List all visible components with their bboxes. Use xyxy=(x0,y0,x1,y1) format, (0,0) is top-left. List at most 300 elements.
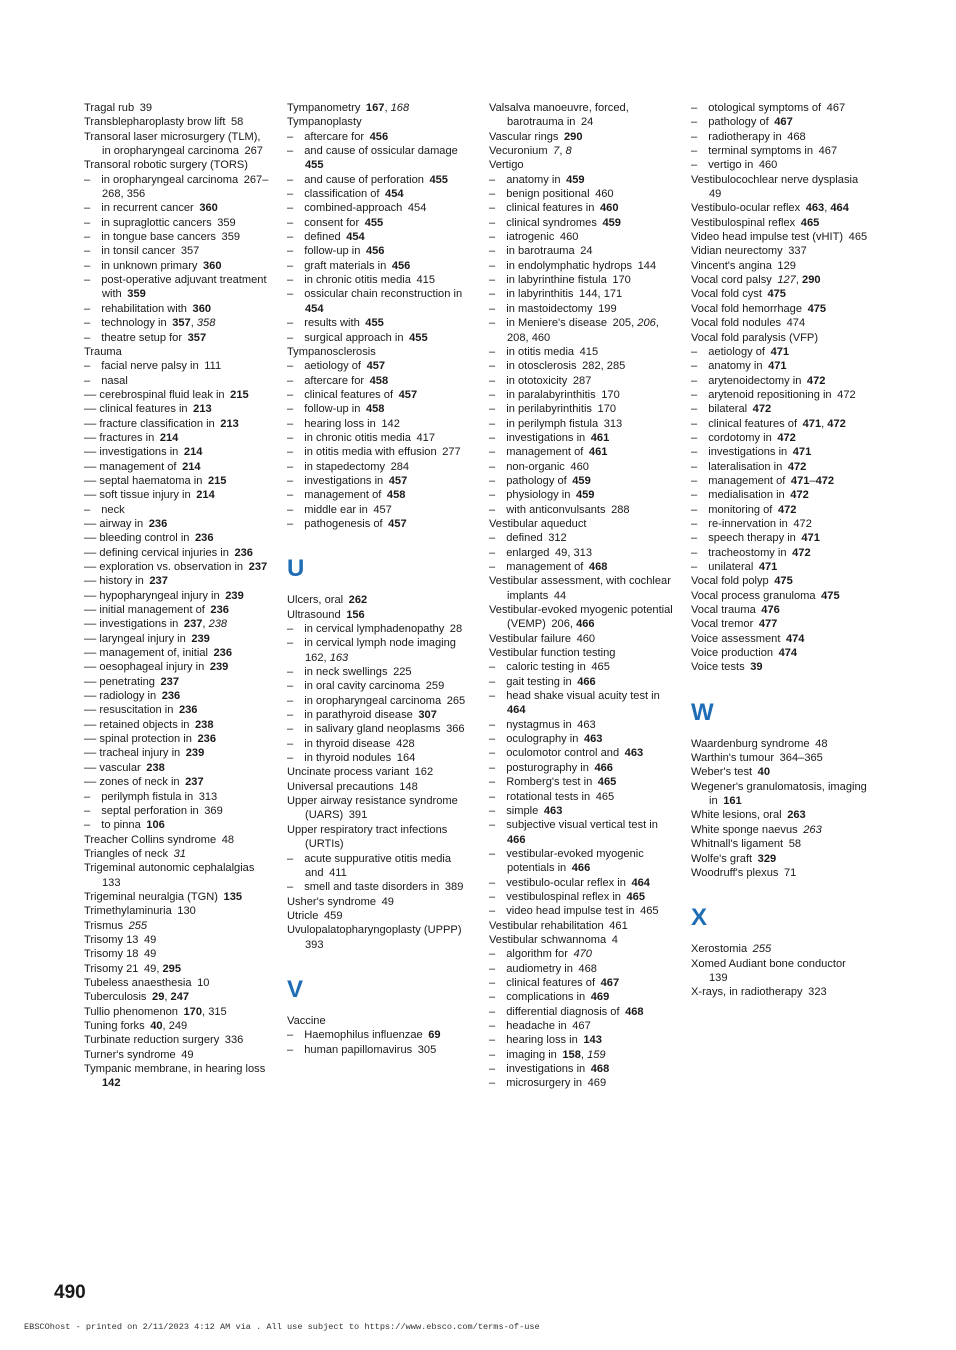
index-term: Vocal process granuloma xyxy=(691,589,816,602)
index-entry xyxy=(489,517,679,531)
page-reference: 39 xyxy=(139,102,153,114)
index-term: – tracheostomy in xyxy=(691,546,787,559)
page-reference: 305 xyxy=(417,1043,437,1056)
index-term: – in tonsil cancer xyxy=(84,245,176,258)
page-reference: 167 xyxy=(365,102,385,114)
index-term: – in thyroid nodules xyxy=(287,752,392,765)
page-reference: 460 xyxy=(576,632,596,645)
index-term: – in barotrauma xyxy=(489,245,575,258)
index-term: –– defining cervical injuries in xyxy=(84,546,229,559)
index-term: Vocal fold hemorrhage xyxy=(691,302,803,315)
index-entry xyxy=(287,1028,475,1042)
index-entry xyxy=(691,737,869,751)
index-entry xyxy=(489,847,679,876)
page-reference: , xyxy=(567,546,574,559)
page-reference: 106 xyxy=(146,819,165,832)
index-term: – in supraglottic cancers xyxy=(84,216,212,229)
index-term: – in cervical lymphadenopathy xyxy=(287,623,445,635)
index-term: Vocal fold cyst xyxy=(691,288,762,301)
index-entry xyxy=(489,316,679,345)
page-reference: , xyxy=(164,991,171,1004)
index-term: – complications in xyxy=(489,991,586,1004)
index-entry xyxy=(691,417,869,431)
index-term: Ultrasound xyxy=(287,608,341,621)
index-term: – oculomotor control and xyxy=(489,747,620,760)
page-reference: , xyxy=(597,288,604,301)
page-reference: 460 xyxy=(559,231,579,244)
index-term: – re-innervation in xyxy=(691,517,788,530)
page-reference: 471 xyxy=(792,446,812,459)
index-term: – and cause of ossicular damage xyxy=(287,145,458,158)
page-reference: 259 xyxy=(425,680,445,693)
page-reference: 139 xyxy=(709,971,728,984)
index-entry xyxy=(691,852,869,866)
index-term: –– bleeding control in xyxy=(84,532,190,545)
index-entry xyxy=(287,665,475,679)
index-term: Utricle xyxy=(287,909,319,922)
index-entry xyxy=(84,689,272,703)
page-reference: 454 xyxy=(385,188,404,201)
index-entry xyxy=(287,794,475,823)
index-entry xyxy=(84,976,272,990)
index-entry xyxy=(84,847,272,861)
index-entry xyxy=(691,230,869,244)
page-reference: 460 xyxy=(758,159,778,172)
page-reference: 465 xyxy=(800,216,820,229)
index-term: – combined-approach xyxy=(287,202,403,215)
page-reference: 290 xyxy=(802,274,821,287)
index-term: – hearing loss in xyxy=(287,417,376,430)
page-reference: 312 xyxy=(548,532,567,545)
page-reference: 255 xyxy=(128,919,148,932)
index-entry xyxy=(489,933,679,947)
index-term: – post-operative adjuvant treatment with xyxy=(84,274,267,301)
index-term: – investigations in xyxy=(489,1063,586,1076)
index-term: – management of xyxy=(489,561,584,573)
page-reference: 415 xyxy=(416,274,435,287)
page-reference: 459 xyxy=(566,173,585,186)
page-reference: 267–268 xyxy=(102,173,269,201)
page-reference: 468 xyxy=(578,962,597,975)
page-reference: 467 xyxy=(818,145,838,158)
page-reference: 428 xyxy=(396,737,415,750)
page-reference: 364–365 xyxy=(779,752,823,765)
page-reference: 213 xyxy=(220,417,239,430)
page-reference: 468 xyxy=(787,130,806,143)
index-entry xyxy=(287,445,475,459)
index-term: Woodruff's plexus xyxy=(691,866,779,879)
index-term: – speech therapy in xyxy=(691,532,796,545)
index-term: – simple xyxy=(489,804,539,817)
page-reference: 323 xyxy=(808,986,827,999)
index-term: – hearing loss in xyxy=(489,1034,578,1047)
index-entry xyxy=(489,388,679,402)
index-term: – investigations in xyxy=(691,446,788,459)
index-term: – with anticonvulsants xyxy=(489,503,606,516)
index-entry xyxy=(287,287,475,316)
page-reference: 458 xyxy=(369,374,389,387)
page-reference: 239 xyxy=(209,661,229,674)
index-term: – physiology in xyxy=(489,489,571,502)
index-entry xyxy=(287,880,475,894)
page-reference: 461 xyxy=(609,919,628,932)
index-term: Whitnall's ligament xyxy=(691,838,784,851)
index-term: Vestibular-evoked myogenic potential (VEMP) xyxy=(489,604,673,631)
page-reference: 456 xyxy=(369,130,389,143)
index-entry xyxy=(84,201,272,215)
page-reference: 359 xyxy=(221,231,241,244)
page-reference: 389 xyxy=(444,881,464,894)
index-term: – in unknown primary xyxy=(84,259,198,272)
index-entry xyxy=(691,617,869,631)
index-term: – investigations in xyxy=(287,474,384,487)
page-reference: , xyxy=(795,274,803,287)
index-entry xyxy=(691,866,869,880)
page-reference: 238 xyxy=(195,718,214,731)
index-entry xyxy=(84,818,272,832)
index-term: – middle ear in xyxy=(287,503,368,516)
page-reference: 467 xyxy=(826,102,846,114)
page-reference: 472 xyxy=(793,517,812,530)
index-entry xyxy=(84,962,272,976)
index-entry xyxy=(84,374,272,388)
page-reference: 458 xyxy=(386,489,406,502)
index-entry xyxy=(489,1076,679,1090)
index-entry xyxy=(691,402,869,416)
page-reference: 467 xyxy=(774,116,793,129)
page-reference: 463 xyxy=(805,202,825,215)
index-term: Vascular rings xyxy=(489,130,559,143)
index-entry xyxy=(287,216,475,230)
index-entry xyxy=(84,718,272,732)
index-entry xyxy=(691,388,869,402)
index-term: – audiometry in xyxy=(489,962,573,975)
page-reference: 206 xyxy=(551,618,570,631)
index-entry xyxy=(84,790,272,804)
index-term: – arytenoidectomy in xyxy=(691,374,802,387)
index-entry xyxy=(84,445,272,459)
index-term: – clinical features in xyxy=(489,202,595,215)
page-reference: 236 xyxy=(197,733,216,746)
page-reference: 215 xyxy=(230,388,249,401)
page-reference: 457 xyxy=(388,474,408,487)
page-reference: 170 xyxy=(612,274,631,287)
page-reference: 472 xyxy=(777,431,796,444)
index-term: – in otosclerosis xyxy=(489,360,577,373)
index-entry xyxy=(84,316,272,330)
page-reference: 288 xyxy=(611,503,630,516)
page-reference: 475 xyxy=(807,302,827,315)
page-reference: 471 xyxy=(801,532,820,545)
page-reference: 356 xyxy=(126,188,146,201)
index-entry xyxy=(691,201,869,215)
index-entry xyxy=(691,374,869,388)
index-term: – medialisation in xyxy=(691,489,785,502)
index-term: Vocal fold nodules xyxy=(691,317,782,330)
page-reference: 466 xyxy=(594,761,613,774)
index-entry xyxy=(691,985,869,999)
page-reference: 313 xyxy=(573,546,593,559)
index-entry xyxy=(489,732,679,746)
index-term: – oculography in xyxy=(489,733,579,746)
index-term: – management of xyxy=(287,489,382,502)
index-entry xyxy=(84,388,272,402)
index-term: – consent for xyxy=(287,216,360,229)
page-reference: 475 xyxy=(767,288,786,301)
index-term: – human papillomavirus xyxy=(287,1043,413,1056)
index-entry xyxy=(489,1019,679,1033)
page-reference: 465 xyxy=(591,661,610,674)
index-entry xyxy=(287,708,475,722)
page-reference: 262 xyxy=(348,594,368,607)
index-term: – in chronic otitis media xyxy=(287,431,411,444)
index-term: –– tracheal injury in xyxy=(84,747,181,760)
index-term: Uvulopalatopharyngoplasty (UPPP) xyxy=(287,924,462,937)
index-term: Warthin's tumour xyxy=(691,752,775,765)
index-term: Vocal trauma xyxy=(691,604,756,617)
page-reference: , xyxy=(569,618,577,631)
index-entry xyxy=(489,761,679,775)
page-reference: 164 xyxy=(396,752,416,765)
index-term: Trimethylaminuria xyxy=(84,905,172,918)
index-term: Upper airway resistance syndrome (UARS) xyxy=(287,795,458,822)
index-entry xyxy=(287,460,475,474)
index-term: – headache in xyxy=(489,1020,567,1032)
index-entry xyxy=(489,646,679,660)
index-entry xyxy=(691,574,869,588)
index-term: –– fracture classification in xyxy=(84,417,215,430)
index-term: Ulcers, oral xyxy=(287,594,344,607)
index-term: Vestibulocochlear nerve dysplasia xyxy=(691,173,859,186)
page-reference: , xyxy=(384,102,391,114)
index-entry xyxy=(691,660,869,674)
index-term: Vocal tremor xyxy=(691,618,754,631)
page-reference: 472 xyxy=(806,374,826,387)
index-entry xyxy=(287,503,475,517)
index-term: –– septal haematoma in xyxy=(84,474,203,487)
index-entry xyxy=(84,675,272,689)
page-reference: 24 xyxy=(580,245,593,258)
index-term: – defined xyxy=(287,231,341,244)
page-reference: 463 xyxy=(577,718,596,731)
index-term: – Haemophilus influenzae xyxy=(287,1029,423,1042)
index-entry xyxy=(489,130,679,144)
index-entry xyxy=(691,431,869,445)
page-reference: 49 xyxy=(381,895,394,908)
page-reference: 472 xyxy=(790,489,809,502)
index-term: Vertigo xyxy=(489,159,524,172)
page-reference: 465 xyxy=(597,776,617,789)
page-reference: 336 xyxy=(224,1034,244,1047)
index-term: –– resuscitation in xyxy=(84,704,174,717)
index-entry xyxy=(489,990,679,1004)
index-term: – clinical features of xyxy=(691,417,798,430)
index-entry xyxy=(84,173,272,202)
index-term: – aftercare for xyxy=(287,130,365,143)
index-entry xyxy=(287,201,475,215)
index-entry xyxy=(287,388,475,402)
index-entry xyxy=(691,531,869,545)
index-term: – head shake visual acuity test in xyxy=(489,690,660,703)
index-term: Vestibular function testing xyxy=(489,647,616,660)
page-reference: 465 xyxy=(640,905,659,918)
index-entry xyxy=(287,909,475,923)
page-reference: 239 xyxy=(185,747,205,760)
index-entry xyxy=(691,302,869,316)
page-reference: 237 xyxy=(149,575,168,588)
index-entry xyxy=(84,1005,272,1019)
index-term: –– fractures in xyxy=(84,431,155,444)
index-entry xyxy=(489,1062,679,1076)
index-entry xyxy=(84,302,272,316)
index-term: – in cervical lymph node imaging xyxy=(287,637,456,650)
page-reference: 461 xyxy=(590,431,610,444)
index-entry xyxy=(287,316,475,330)
index-entry xyxy=(489,546,679,560)
index-entry xyxy=(287,1043,475,1057)
page-reference: 455 xyxy=(365,317,384,330)
index-entry xyxy=(691,560,869,574)
index-term: –– investigations in xyxy=(84,446,179,459)
index-entry xyxy=(287,852,475,881)
page-reference: 127 xyxy=(777,274,796,287)
page-reference: 49 xyxy=(709,188,722,201)
page-reference: 467 xyxy=(600,976,620,989)
index-term: – perilymph fistula in xyxy=(84,790,194,803)
index-entry xyxy=(287,359,475,373)
index-entry xyxy=(287,622,475,636)
index-term: – in oropharyngeal carcinoma xyxy=(84,173,239,186)
index-term: – septal perforation in xyxy=(84,804,199,817)
index-entry xyxy=(489,574,679,603)
index-term: Triangles of neck xyxy=(84,847,169,860)
index-entry xyxy=(489,431,679,445)
index-term: Tympanosclerosis xyxy=(287,345,376,358)
page-reference: 58 xyxy=(230,116,244,129)
index-entry xyxy=(489,287,679,301)
page-reference: 472 xyxy=(815,474,835,487)
index-term: – management of xyxy=(691,474,786,487)
page-reference: 474 xyxy=(778,647,798,660)
index-term: Tympanic membrane, in hearing loss xyxy=(84,1063,266,1076)
page-reference: , xyxy=(824,202,831,215)
page-reference: 460 xyxy=(595,188,614,201)
page-reference: 44 xyxy=(553,589,567,602)
index-term: – to pinna xyxy=(84,819,141,832)
page-number: 490 xyxy=(54,1282,86,1303)
index-term: –– hypopharyngeal injury in xyxy=(84,589,220,602)
index-entry xyxy=(691,316,869,330)
index-entry xyxy=(691,474,869,488)
index-entry xyxy=(84,488,272,502)
index-entry xyxy=(84,1048,272,1062)
page-reference: , xyxy=(631,317,638,330)
index-entry xyxy=(84,632,272,646)
index-term: –– clinical features in xyxy=(84,403,188,416)
page-reference: 475 xyxy=(821,589,840,602)
index-entry xyxy=(489,302,679,316)
page-reference: 457 xyxy=(398,388,418,401)
section-letter: X xyxy=(691,904,708,932)
index-entry xyxy=(489,259,679,273)
index-entry xyxy=(489,560,679,574)
page-reference: 39 xyxy=(750,661,763,674)
index-entry xyxy=(489,603,679,632)
index-term: – pathology of xyxy=(489,474,567,487)
index-term: Transoral robotic surgery (TORS) xyxy=(84,159,248,172)
index-entry xyxy=(691,837,869,851)
index-entry xyxy=(489,976,679,990)
page-reference: 225 xyxy=(393,666,412,679)
index-term: – anatomy in xyxy=(691,360,763,373)
footer-notice: EBSCOhost - printed on 2/11/2023 4:12 AM via . All use subject to https://www.ebsco.com/terms-of-use xyxy=(24,1322,540,1332)
page-reference: 168 xyxy=(390,102,410,114)
index-entry xyxy=(84,947,272,961)
index-term: – in perilabyrinthitis xyxy=(489,403,592,416)
index-entry xyxy=(287,765,475,779)
index-term: – in oropharyngeal carcinoma xyxy=(287,694,442,707)
index-entry xyxy=(489,660,679,674)
index-term: –– penetrating xyxy=(84,675,155,688)
index-term: – facial nerve palsy in xyxy=(84,360,199,373)
index-entry xyxy=(84,804,272,818)
index-term: Vocal cord palsy xyxy=(691,274,772,287)
page-reference: 255 xyxy=(752,943,772,956)
page-reference: 162 xyxy=(305,651,324,664)
index-entry xyxy=(691,101,869,115)
index-entry xyxy=(84,732,272,746)
page-reference: 237 xyxy=(248,561,268,573)
index-term: –– laryngeal injury in xyxy=(84,632,186,645)
page-reference: 40 xyxy=(757,766,770,779)
page-reference: 208 xyxy=(507,331,526,344)
page-reference: 457 xyxy=(373,503,392,516)
index-entry xyxy=(691,273,869,287)
index-entry xyxy=(489,804,679,818)
index-entry xyxy=(84,402,272,416)
index-term: –– initial management of xyxy=(84,604,205,617)
page-reference: , xyxy=(323,651,330,664)
page-reference: 265 xyxy=(446,694,466,707)
index-term: Vincent's angina xyxy=(691,259,772,272)
index-entry xyxy=(84,460,272,474)
index-term: – cordotomy in xyxy=(691,431,772,444)
index-entry xyxy=(691,445,869,459)
page-reference: 460 xyxy=(570,460,589,473)
index-entry xyxy=(489,216,679,230)
index-entry xyxy=(84,230,272,244)
page-reference: 237 xyxy=(185,776,204,789)
index-entry xyxy=(84,919,272,933)
index-term: – pathogenesis of xyxy=(287,517,383,530)
page-reference: 465 xyxy=(848,231,868,244)
page-reference: 466 xyxy=(507,833,526,846)
index-term: – nystagmus in xyxy=(489,718,572,731)
page-reference: 49 xyxy=(144,962,157,975)
page-reference: 411 xyxy=(329,866,347,879)
index-term: –– radiology in xyxy=(84,690,157,703)
page-reference: 238 xyxy=(146,761,165,774)
index-term: – radiotherapy in xyxy=(691,130,782,143)
index-entry xyxy=(691,942,869,956)
page-reference: 28 xyxy=(449,623,463,635)
index-entry xyxy=(287,331,475,345)
page-reference: , xyxy=(525,331,532,344)
index-entry xyxy=(287,636,475,665)
index-entry xyxy=(489,474,679,488)
index-term: – rotational tests in xyxy=(489,790,591,803)
page-reference: 284 xyxy=(390,460,410,473)
